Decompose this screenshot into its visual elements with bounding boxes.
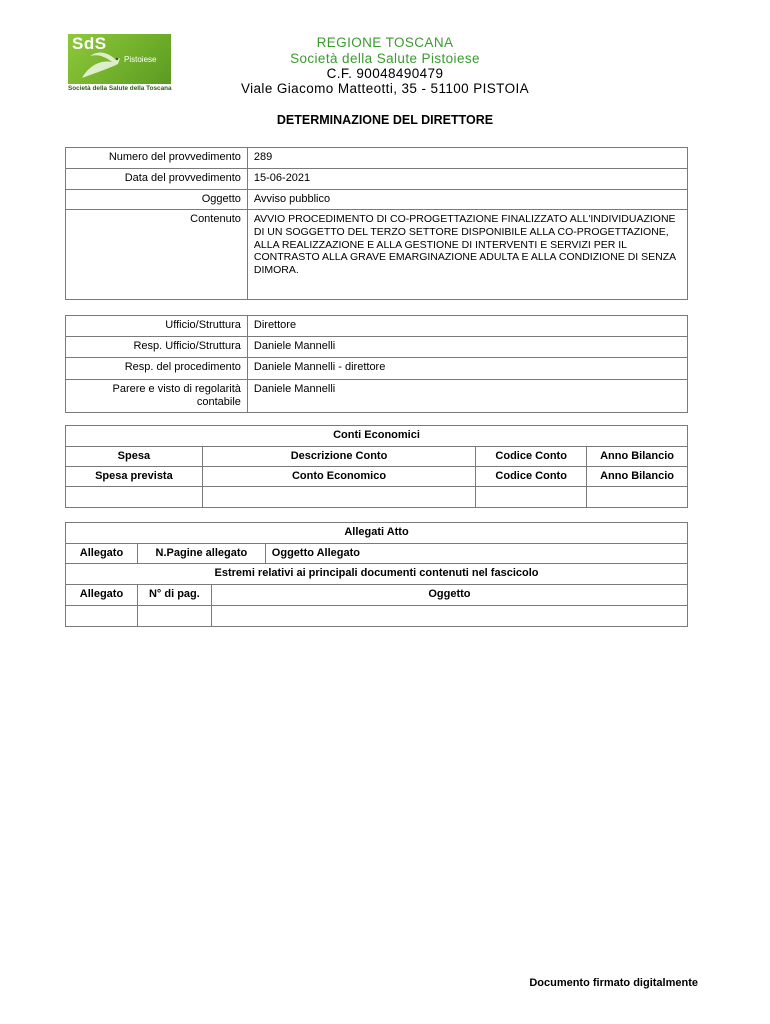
conti-empty-cell [66, 487, 203, 508]
conti-h2-conto: Conto Economico [202, 467, 475, 487]
allegati-title: Allegati Atto [66, 523, 688, 544]
contenuto-value: AVVIO PROCEDIMENTO DI CO-PROGETTAZIONE FINALIZZATO ALL'INDIVIDUAZIONE DI UN SOGGETTO DEL TERZO SETTORE DISPONIBILE ALLA CO-PROGETTAZIONE, ALLA REALIZZAZIONE E ALLA GESTIONE DI INTERVENTI E SERVIZI PER IL CONTRASTO ALLA GRAVE EMARGINAZIONE ADULTA E ALLA CONDIZIONE DI SENZA DIMORA. [247, 210, 687, 300]
conti-h2-codice: Codice Conto [476, 467, 587, 487]
resp-ufficio-value: Daniele Mannelli [247, 337, 687, 358]
estremi-empty-cell [66, 606, 138, 627]
contenuto-label: Contenuto [66, 210, 248, 300]
logo-subtitle: Pistoiese [124, 55, 157, 64]
data-label: Data del provvedimento [66, 169, 248, 190]
oggetto-label: Oggetto [66, 190, 248, 210]
resp-ufficio-label: Resp. Ufficio/Struttura [66, 337, 248, 358]
estremi-empty-cell [211, 606, 687, 627]
region-name: REGIONE TOSCANA [316, 35, 454, 50]
parere-label-line2: contabile [196, 396, 241, 408]
details-table [65, 147, 688, 300]
conti-empty-cell [587, 487, 688, 508]
conti-title: Conti Economici [66, 426, 688, 447]
allegati-h1-npagine: N.Pagine allegato [137, 544, 265, 564]
estremi-h-oggetto: Oggetto [211, 585, 687, 606]
allegati-table [65, 522, 688, 585]
fiscal-code: C.F. 90048490479 [326, 66, 444, 81]
conti-h1-descrizione: Descrizione Conto [202, 447, 475, 467]
conti-h1-codice: Codice Conto [476, 447, 587, 467]
data-value: 15-06-2021 [247, 169, 687, 190]
conti-h1-spesa: Spesa [66, 447, 203, 467]
allegati-h1-oggetto: Oggetto Allegato [265, 544, 687, 564]
conti-h1-anno: Anno Bilancio [587, 447, 688, 467]
conti-economici-table [65, 425, 688, 508]
logo-mark: SdS [72, 34, 107, 53]
document-title: DETERMINAZIONE DEL DIRETTORE [276, 113, 494, 127]
allegati-h1-allegato: Allegato [66, 544, 138, 564]
estremi-h-npag: N° di pag. [137, 585, 211, 606]
resp-procedimento-value: Daniele Mannelli - direttore [247, 358, 687, 380]
resp-procedimento-label: Resp. del procedimento [66, 358, 248, 380]
ufficio-table [65, 315, 688, 413]
conti-h2-anno: Anno Bilancio [587, 467, 688, 487]
estremi-h-allegato: Allegato [66, 585, 138, 606]
parere-value: Daniele Mannelli [247, 380, 687, 413]
conti-empty-cell [476, 487, 587, 508]
parere-label-line1: Parere e visto di regolarità [112, 383, 241, 395]
estremi-table [65, 584, 688, 627]
oggetto-value: Avviso pubblico [247, 190, 687, 210]
address: Viale Giacomo Matteotti, 35 - 51100 PISTOIA [240, 81, 530, 96]
numero-label: Numero del provvedimento [66, 148, 248, 169]
ufficio-value: Direttore [247, 316, 687, 337]
digital-signature-note: Documento firmato digitalmente [529, 977, 698, 989]
society-name: Società della Salute Pistoiese [290, 51, 480, 66]
estremi-empty-cell [137, 606, 211, 627]
logo-caption: Società della Salute della Toscana [68, 85, 172, 92]
conti-empty-cell [202, 487, 475, 508]
numero-value: 289 [247, 148, 687, 169]
estremi-title: Estremi relativi ai principali documenti contenuti nel fascicolo [66, 564, 688, 585]
conti-h2-spesa-prevista: Spesa prevista [66, 467, 203, 487]
parere-label [66, 380, 248, 413]
ufficio-label: Ufficio/Struttura [66, 316, 248, 337]
